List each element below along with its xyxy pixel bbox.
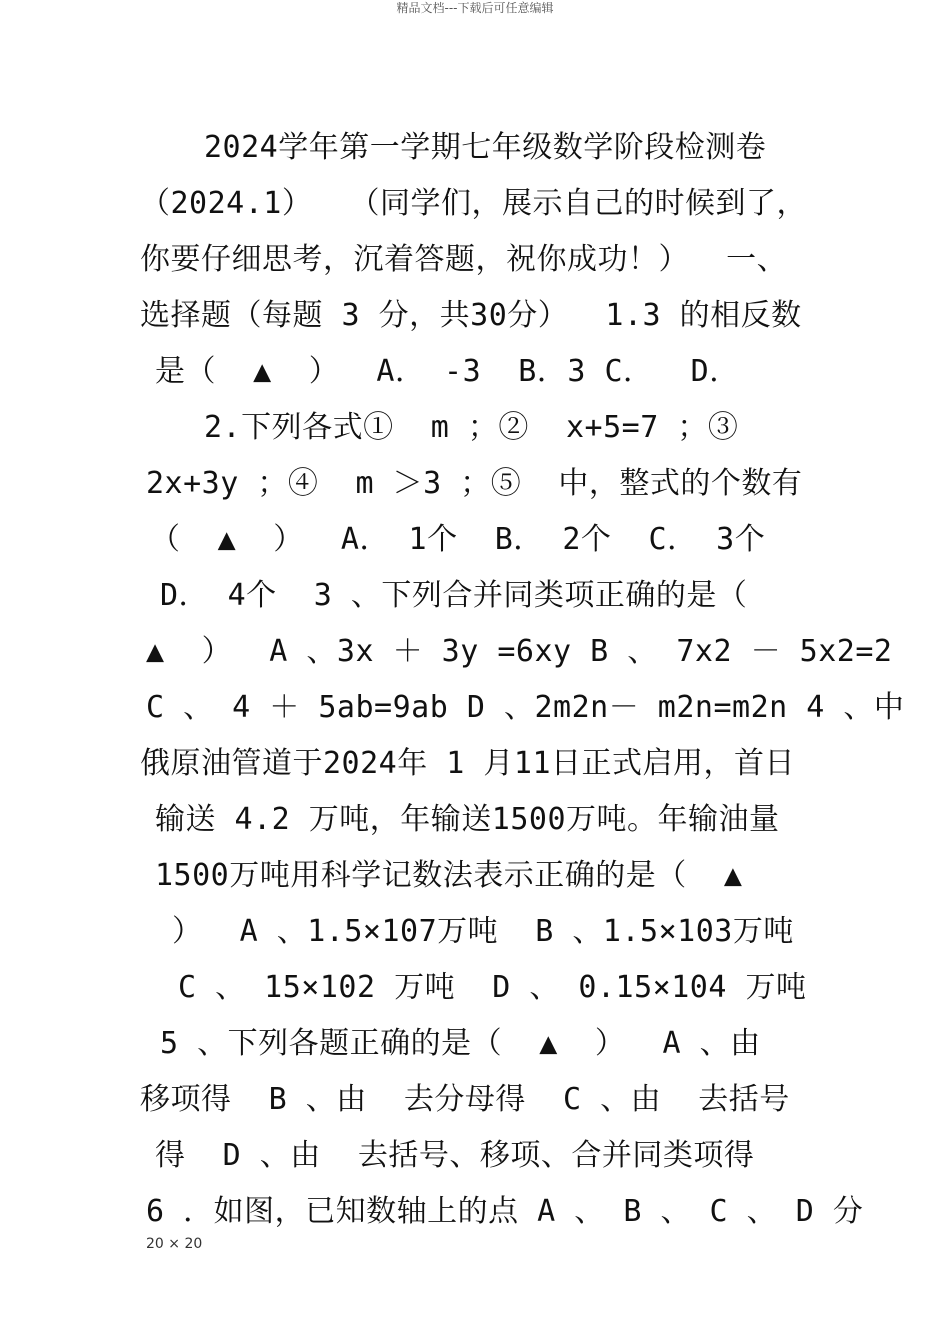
text-line: C 、 15×102 万吨 D 、 0.15×104 万吨 [178,970,807,1005]
text-line: 1500万吨用科学记数法表示正确的是（ ▲ [155,858,743,893]
text-line: ） A 、1.5×107万吨 B 、1.5×103万吨 [172,914,794,949]
text-line: 你要仔细思考，沉着答题，祝你成功！） 一、 [140,242,788,277]
text-line: 2x+3y ；④ m ＞3 ；⑤ 中，整式的个数有 [146,466,803,501]
page-footer-note: 20 × 20 [146,1236,203,1252]
text-line: 俄原油管道于2024年 1 月11日正式启用，首日 [140,746,796,781]
text-line: 5 、下列各题正确的是（ ▲ ） A 、由 [160,1026,761,1061]
text-line: 选择题（每题 3 分，共30分） 1.3 的相反数 [140,298,802,333]
page-header-caption: 精品文档---下载后可任意编辑 [396,1,554,15]
text-line: D． 4个 3 、下列合并同类项正确的是（ [160,578,748,613]
text-line: （ ▲ ） A． 1个 B． 2个 C． 3个 [150,522,766,557]
text-line: C 、 4 ＋ 5ab=9ab D 、2m2n－ m2n=m2n 4 、中 [146,690,905,725]
text-line: 移项得 B 、由 去分母得 C 、由 去括号 [140,1082,790,1117]
text-line: （2024.1） （同学们，展示自己的时候到了， [140,186,807,221]
text-line: 6 ．如图，已知数轴上的点 A 、 B 、 C 、 D 分 [146,1194,864,1229]
text-line: ▲ ） A 、3x ＋ 3y =6xy B 、 7x2 － 5x2=2 [146,634,893,669]
text-line: 2.下列各式① m ；② x+5=7 ；③ [204,410,739,445]
title-line: 2024学年第一学期七年级数学阶段检测卷 [204,130,767,165]
text-line: 得 D 、由 去括号、移项、合并同类项得 [155,1138,755,1173]
text-line: 是（ ▲ ） A． -3 B．3 C． D． [155,354,740,389]
text-line: 输送 4.2 万吨，年输送1500万吨。年输油量 [155,802,780,837]
